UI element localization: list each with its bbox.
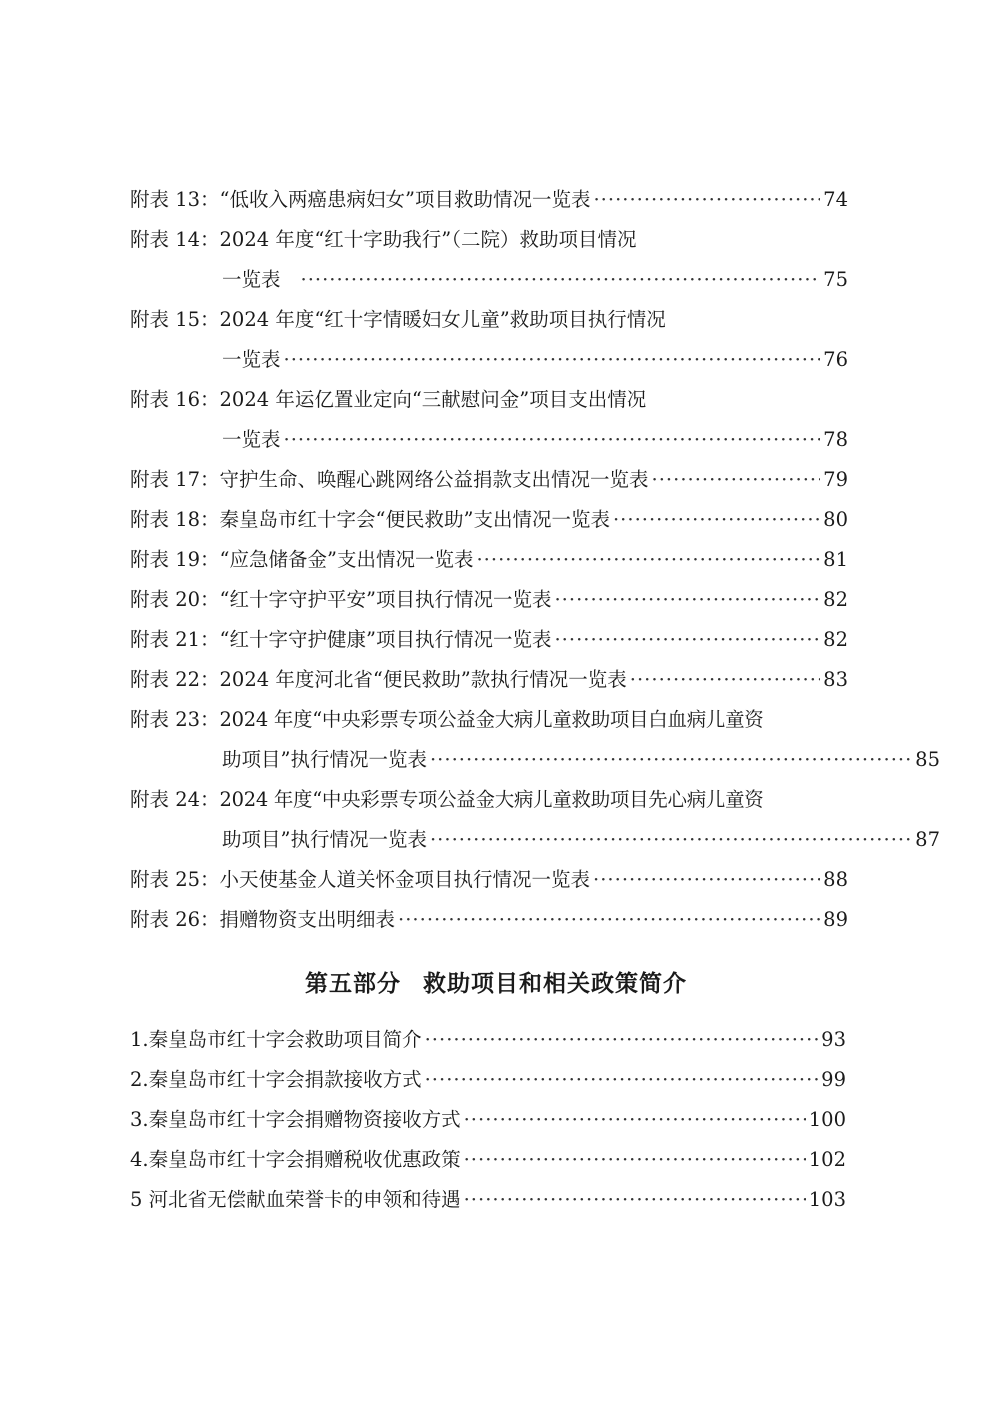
dot-leader: [613, 500, 820, 540]
toc-entry[interactable]: [130, 300, 848, 380]
page-number: 74: [823, 188, 848, 211]
toc-line: [130, 380, 848, 420]
page-number: 102: [808, 1148, 846, 1171]
entry-title: “应急储备金”支出情况一览表: [219, 548, 474, 571]
toc-line: [130, 900, 848, 940]
entry-title: 4.秦皇岛市红十字会捐赠税收优惠政策: [130, 1148, 461, 1171]
toc-entry[interactable]: [130, 660, 848, 700]
dot-leader: [630, 660, 820, 700]
toc-line-continuation: [130, 340, 848, 380]
toc-line: [130, 1060, 846, 1100]
toc-entry[interactable]: [130, 700, 940, 780]
toc-line-continuation: [130, 820, 940, 860]
page-number: 83: [823, 668, 848, 691]
entry-title: 2.秦皇岛市红十字会捐款接收方式: [130, 1068, 422, 1091]
entry-title: “红十字守护平安”项目执行情况一览表: [219, 588, 552, 611]
entry-title-continuation: 一览表: [222, 268, 281, 291]
dot-leader: [284, 340, 821, 380]
entry-title: “红十字守护健康”项目执行情况一览表: [219, 628, 552, 651]
dot-leader: [652, 460, 821, 500]
toc-line: [130, 500, 848, 540]
section-heading: [0, 964, 992, 1004]
toc-line: [130, 860, 848, 900]
toc-line: [130, 1020, 846, 1060]
dot-leader: [430, 820, 912, 860]
page-number: 88: [823, 868, 848, 891]
page-number: 99: [821, 1068, 846, 1091]
toc-line: [130, 700, 870, 740]
page-number: 100: [808, 1108, 846, 1131]
entry-title: 秦皇岛市红十字会“便民救助”支出情况一览表: [219, 508, 610, 531]
toc-entry[interactable]: [130, 580, 848, 620]
page-number: 81: [823, 548, 848, 571]
entry-title: 2024 年运亿置业定向“三献慰问金”项目支出情况: [219, 388, 647, 411]
toc-line-continuation: [130, 740, 940, 780]
toc-line: [130, 1100, 846, 1140]
entry-title: 小天使基金人道关怀金项目执行情况一览表: [219, 868, 591, 891]
toc-entry[interactable]: [130, 1100, 846, 1140]
toc-entry[interactable]: [130, 220, 848, 300]
entry-title: 1.秦皇岛市红十字会救助项目简介: [130, 1028, 422, 1051]
dot-leader: [593, 180, 820, 220]
toc-line-continuation: [130, 260, 848, 300]
page-number: 79: [823, 468, 848, 491]
toc-entry[interactable]: [130, 860, 848, 900]
page-number: 78: [823, 428, 848, 451]
dot-leader: [301, 260, 821, 300]
toc-entry[interactable]: [130, 500, 848, 540]
entry-label: 附表 19：: [130, 548, 220, 571]
dot-leader: [398, 900, 820, 940]
dot-leader: [476, 540, 820, 580]
entry-label: 附表 13：: [130, 188, 220, 211]
toc-entry[interactable]: [130, 1140, 846, 1180]
entry-title: 2024 年度“红十字助我行”（二院）救助项目情况: [219, 228, 637, 251]
toc-line: [130, 180, 848, 220]
toc-line: [130, 780, 870, 820]
toc-line: [130, 220, 848, 260]
toc-entry[interactable]: [130, 380, 848, 460]
toc-line: [130, 1140, 846, 1180]
toc-entry[interactable]: [130, 620, 848, 660]
entry-title: 捐赠物资支出明细表: [219, 908, 396, 931]
page-number: 89: [823, 908, 848, 931]
entry-label: 附表 18：: [130, 508, 220, 531]
entry-title: 3.秦皇岛市红十字会捐赠物资接收方式: [130, 1108, 461, 1131]
page-number: 93: [821, 1028, 846, 1051]
dot-leader: [554, 620, 820, 660]
toc-line: [130, 580, 848, 620]
page-number: 87: [915, 828, 940, 851]
toc-entry[interactable]: [130, 780, 940, 860]
page-number: 85: [915, 748, 940, 771]
toc-entry[interactable]: [130, 460, 848, 500]
entry-title: 5 河北省无偿献血荣誉卡的申领和待遇: [130, 1188, 461, 1211]
dot-leader: [464, 1100, 806, 1140]
dot-leader: [284, 420, 821, 460]
dot-leader: [554, 580, 820, 620]
entry-title: 守护生命、唤醒心跳网络公益捐款支出情况一览表: [219, 468, 649, 491]
dot-leader: [430, 740, 912, 780]
entry-label: 附表 23：: [130, 708, 220, 731]
dot-leader: [425, 1020, 819, 1060]
toc-entry[interactable]: [130, 540, 848, 580]
page-number: 80: [823, 508, 848, 531]
toc-line: [130, 1180, 846, 1220]
entry-label: 附表 20：: [130, 588, 220, 611]
entry-label: 附表 15：: [130, 308, 220, 331]
entry-title-continuation: 一览表: [222, 428, 281, 451]
page-number: 75: [823, 268, 848, 291]
entry-title-continuation: 助项目”执行情况一览表: [222, 748, 427, 771]
dot-leader: [425, 1060, 819, 1100]
section-title: 救助项目和相关政策简介: [423, 971, 687, 997]
entry-label: 附表 25：: [130, 868, 220, 891]
toc-entry[interactable]: [130, 1060, 846, 1100]
toc-entry[interactable]: [130, 900, 848, 940]
entry-title-continuation: 一览表: [222, 348, 281, 371]
entry-label: 附表 21：: [130, 628, 220, 651]
entry-label: 附表 22：: [130, 668, 220, 691]
toc-line: [130, 300, 848, 340]
page-number: 82: [823, 628, 848, 651]
toc-line: [130, 660, 848, 700]
section-part: 第五部分: [305, 971, 401, 997]
entry-title: 2024 年度“中央彩票专项公益金大病儿童救助项目白血病儿童资: [219, 708, 764, 731]
toc-entry[interactable]: [130, 1180, 846, 1220]
toc-line: [130, 540, 848, 580]
toc-line: [130, 620, 848, 660]
dot-leader: [593, 860, 820, 900]
entry-title: 2024 年度“红十字情暖妇女儿童”救助项目执行情况: [219, 308, 666, 331]
page-number: 82: [823, 588, 848, 611]
dot-leader: [464, 1140, 806, 1180]
entry-label: 附表 16：: [130, 388, 220, 411]
toc-line-continuation: [130, 420, 848, 460]
dot-leader: [464, 1180, 806, 1220]
toc-line: [130, 460, 848, 500]
page-number: 76: [823, 348, 848, 371]
toc-entry[interactable]: [130, 180, 848, 220]
entry-title: 2024 年度河北省“便民救助”款执行情况一览表: [219, 668, 627, 691]
page-number: 103: [808, 1188, 846, 1211]
entry-title: “低收入两癌患病妇女”项目救助情况一览表: [219, 188, 591, 211]
entry-label: 附表 17：: [130, 468, 220, 491]
entry-title-continuation: 助项目”执行情况一览表: [222, 828, 427, 851]
entry-label: 附表 26：: [130, 908, 220, 931]
toc-entry[interactable]: [130, 1020, 846, 1060]
entry-label: 附表 14：: [130, 228, 220, 251]
entry-title: 2024 年度“中央彩票专项公益金大病儿童救助项目先心病儿童资: [219, 788, 764, 811]
entry-label: 附表 24：: [130, 788, 220, 811]
